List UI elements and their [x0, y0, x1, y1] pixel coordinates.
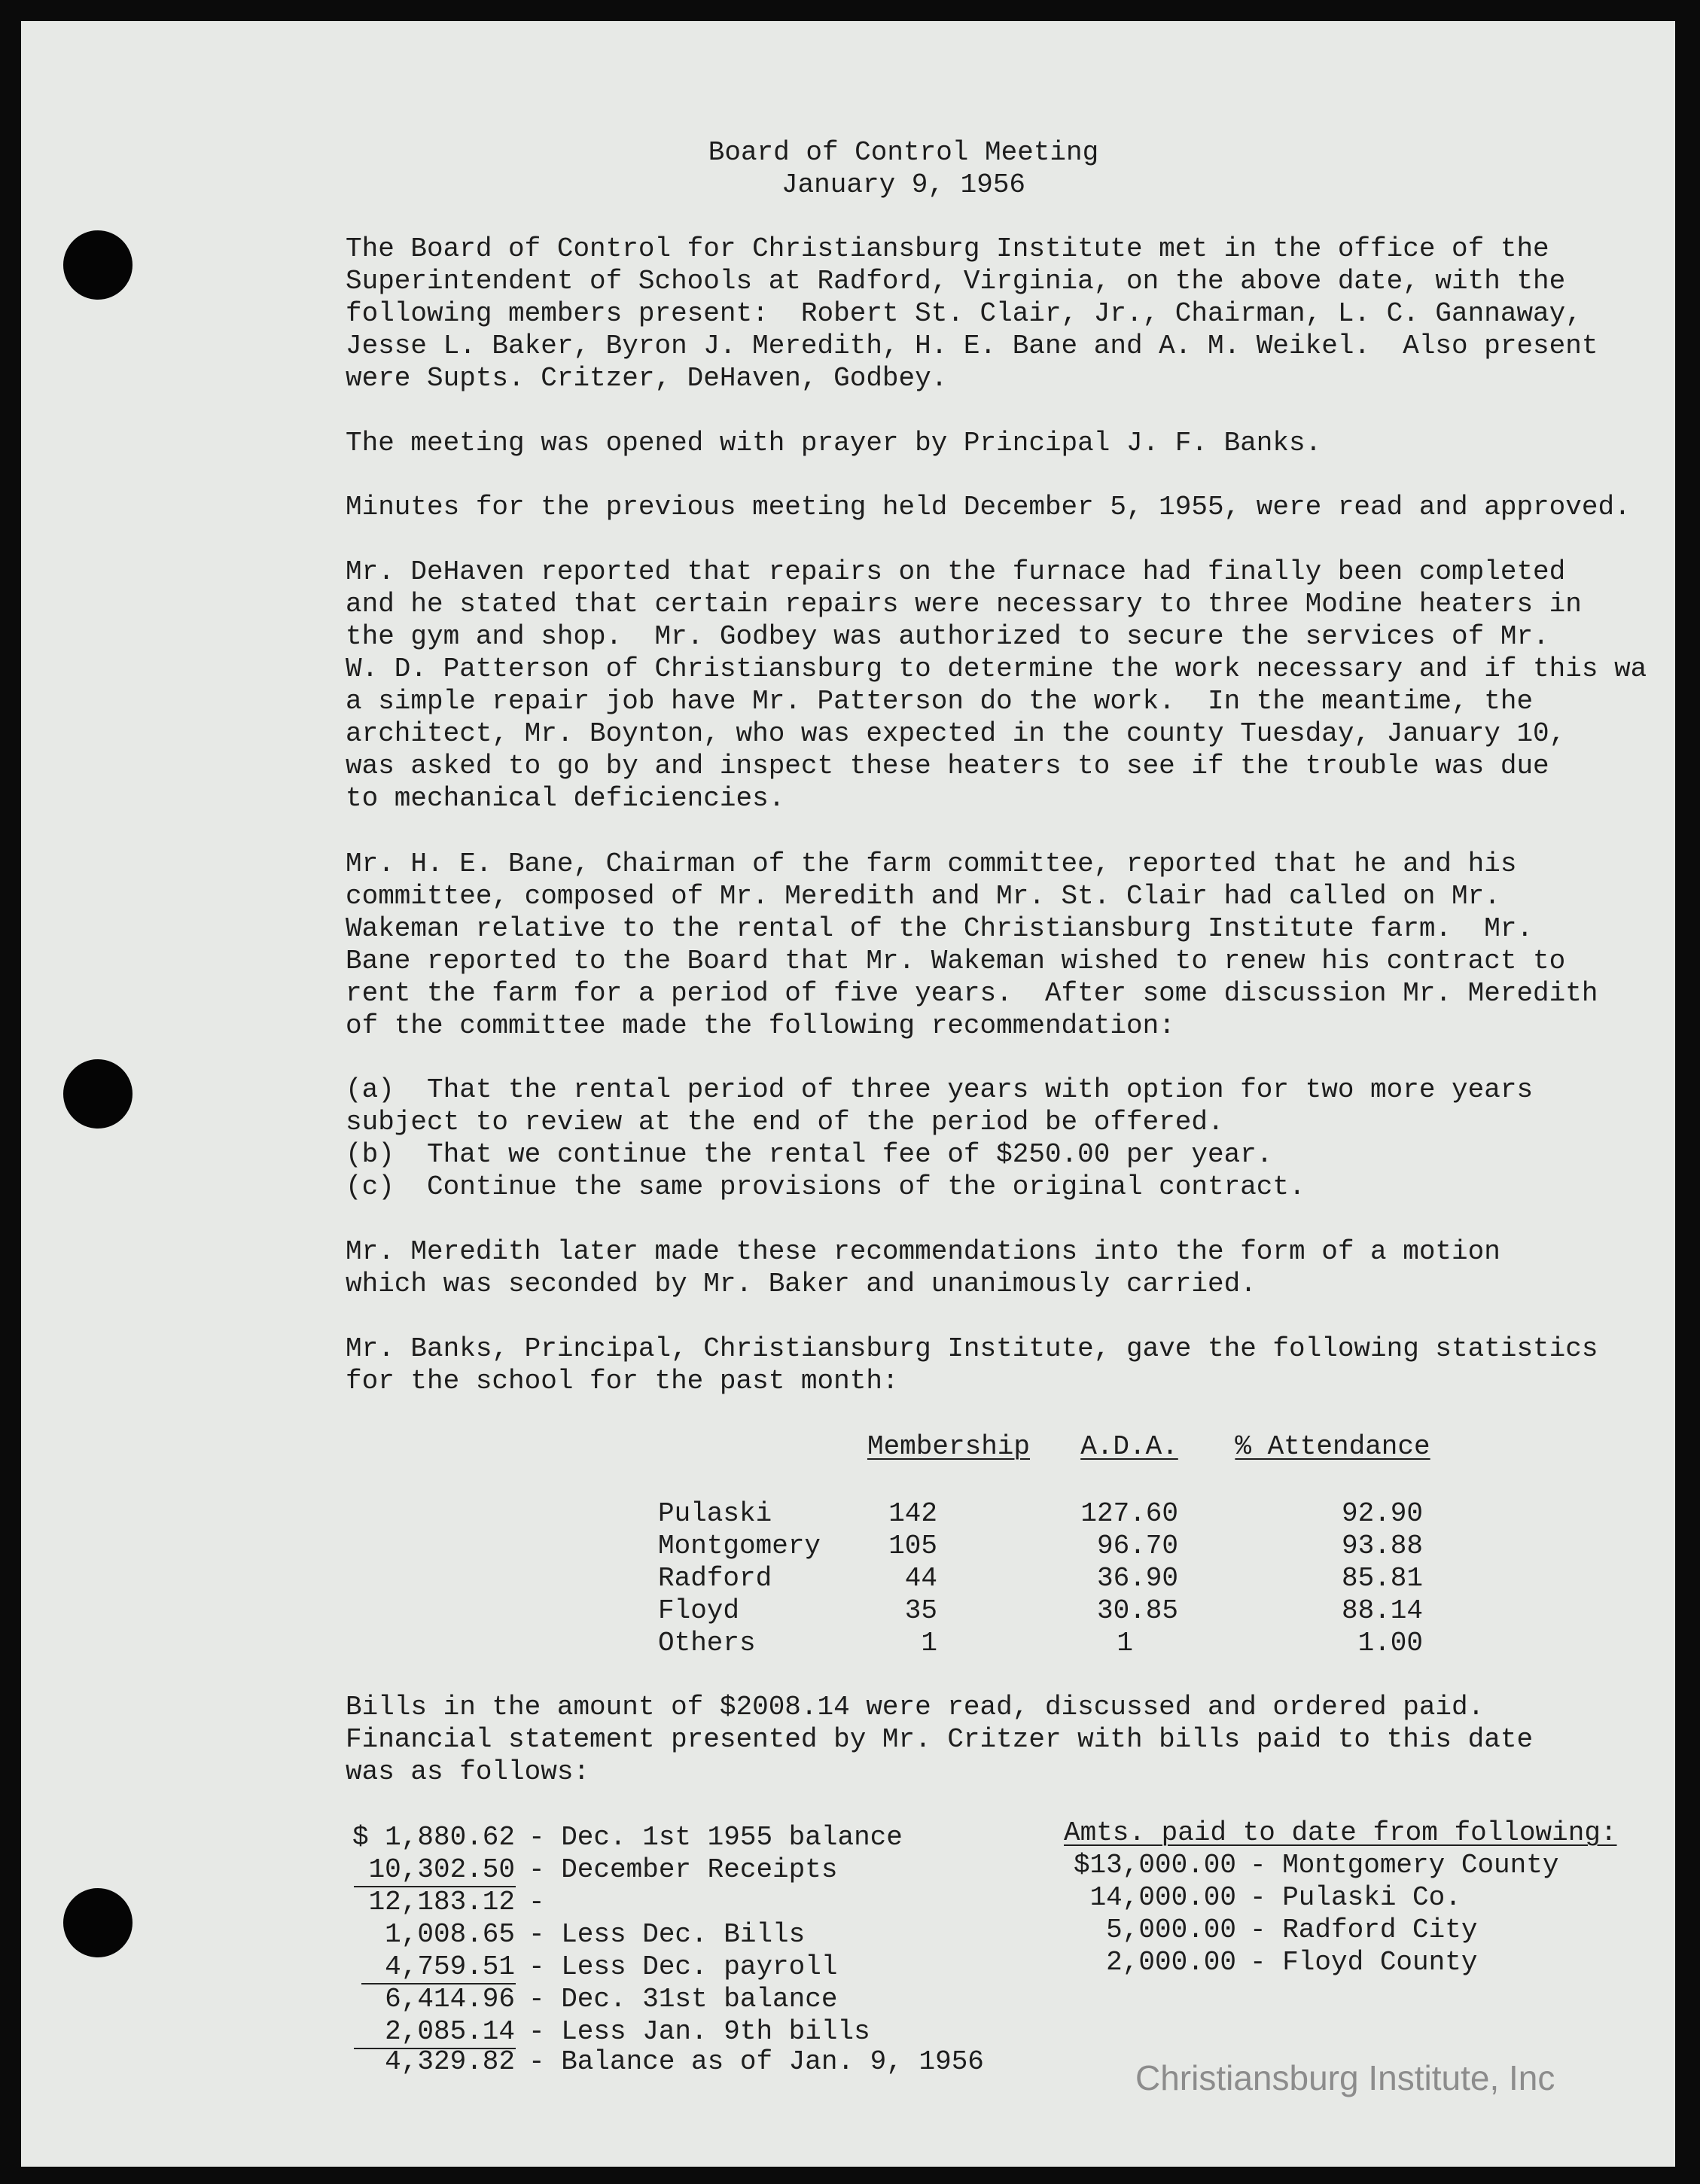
- stats-row-name: Floyd: [658, 1595, 740, 1626]
- ledger-amount: 2,085.14: [385, 2016, 515, 2047]
- punch-hole-middle: [63, 1059, 133, 1129]
- paragraph-line: to mechanical deficiencies.: [346, 783, 785, 814]
- recommendation-a: (a) That the rental period of three years with option for two more years: [346, 1074, 1534, 1105]
- paragraph-line: was asked to go by and inspect these heaters to see if the trouble was due: [346, 751, 1549, 781]
- ledger-desc: - Dec. 31st balance: [529, 1984, 838, 2015]
- paragraph-line: Mr. H. E. Bane, Chairman of the farm committee, reported that he and his: [346, 848, 1517, 879]
- paragraph-line: Bane reported to the Board that Mr. Wakeman wished to renew his contract to: [346, 946, 1566, 976]
- stats-row-membership: 35: [904, 1595, 937, 1626]
- stats-row-ada: 1: [1117, 1628, 1133, 1659]
- watermark-text: Christiansburg Institute, Inc: [1135, 2058, 1555, 2097]
- stats-row-membership: 105: [888, 1531, 937, 1561]
- stats-row-membership: 142: [888, 1498, 937, 1529]
- stats-row-ada: 127.60: [1080, 1498, 1178, 1529]
- stats-header-ada: A.D.A.: [1080, 1431, 1178, 1462]
- stats-header-attendance: % Attendance: [1235, 1431, 1430, 1462]
- payments-amount: 2,000.00: [1106, 1947, 1236, 1978]
- paragraph-line: of the committee made the following recommendation:: [346, 1010, 1175, 1041]
- paragraph-line: The Board of Control for Christiansburg Institute met in the office of the: [346, 233, 1549, 264]
- paragraph-line: which was seconded by Mr. Baker and unanimously carried.: [346, 1269, 1257, 1299]
- recommendation-b: (b) That we continue the rental fee of $250.00 per year.: [346, 1139, 1273, 1170]
- document-date: January 9, 1956: [781, 169, 1026, 200]
- stats-row-name: Radford: [658, 1563, 772, 1594]
- paragraph-line: the gym and shop. Mr. Godbey was authorized to secure the services of Mr.: [346, 621, 1549, 652]
- stats-row-ada: 96.70: [1096, 1531, 1178, 1561]
- paragraph-line: Mr. DeHaven reported that repairs on the furnace had finally been completed: [346, 556, 1566, 587]
- paragraph-line: The meeting was opened with prayer by Principal J. F. Banks.: [346, 428, 1322, 458]
- payments-amount: $13,000.00: [1073, 1850, 1236, 1881]
- ledger-desc: - Balance as of Jan. 9, 1956: [529, 2046, 984, 2077]
- paragraph-line: Superintendent of Schools at Radford, Virginia, on the above date, with the: [346, 266, 1566, 297]
- punch-hole-bottom: [63, 1888, 133, 1957]
- stats-row-attendance: 92.90: [1341, 1498, 1423, 1529]
- ledger-amount: 10,302.50: [368, 1854, 515, 1885]
- stats-row-attendance: 85.81: [1341, 1563, 1423, 1594]
- payments-desc: - Montgomery County: [1250, 1850, 1559, 1881]
- stats-row-name: Pulaski: [658, 1498, 772, 1529]
- payments-desc: - Floyd County: [1250, 1947, 1478, 1978]
- stats-row-attendance: 93.88: [1341, 1531, 1423, 1561]
- ledger-desc: - Dec. 1st 1955 balance: [529, 1822, 903, 1853]
- paragraph-line: architect, Mr. Boynton, who was expected in the county Tuesday, January 10,: [346, 718, 1566, 749]
- paragraph-line: Minutes for the previous meeting held December 5, 1955, were read and approved.: [346, 492, 1631, 522]
- ledger-amount: 4,329.82: [385, 2046, 515, 2077]
- ledger-amount: 4,759.51: [385, 1951, 515, 1982]
- paragraph-line: and he stated that certain repairs were necessary to three Modine heaters in: [346, 589, 1582, 620]
- paragraph-line: Mr. Banks, Principal, Christiansburg Institute, gave the following statistics: [346, 1333, 1598, 1364]
- stats-row-attendance: 1.00: [1357, 1628, 1423, 1659]
- ledger-desc: - Less Dec. payroll: [529, 1951, 838, 1982]
- paragraph-line: rent the farm for a period of five years. After some discussion Mr. Meredith: [346, 978, 1598, 1009]
- paragraph-line: was as follows:: [346, 1756, 590, 1787]
- stats-row-membership: 1: [921, 1628, 937, 1659]
- stats-row-name: Others: [658, 1628, 756, 1659]
- ledger-amount: 6,414.96: [385, 1984, 515, 2015]
- paragraph-line: following members present: Robert St. Clair, Jr., Chairman, L. C. Gannaway,: [346, 298, 1582, 329]
- ledger-desc: - December Receipts: [529, 1854, 838, 1885]
- punch-hole-top: [63, 230, 133, 300]
- stats-row-ada: 30.85: [1096, 1595, 1178, 1626]
- stats-row-name: Montgomery: [658, 1531, 821, 1561]
- paragraph-line: were Supts. Critzer, DeHaven, Godbey.: [346, 363, 948, 394]
- payments-desc: - Radford City: [1250, 1914, 1478, 1945]
- stats-row-membership: 44: [904, 1563, 937, 1594]
- paragraph-line: committee, composed of Mr. Meredith and Mr. St. Clair had called on Mr.: [346, 881, 1500, 912]
- recommendation-c: (c) Continue the same provisions of the original contract.: [346, 1171, 1305, 1202]
- paragraph-line: Wakeman relative to the rental of the Christiansburg Institute farm. Mr.: [346, 913, 1534, 944]
- paragraph-line: Mr. Meredith later made these recommendations into the form of a motion: [346, 1236, 1500, 1267]
- payments-amount: 14,000.00: [1089, 1882, 1236, 1913]
- stats-row-ada: 36.90: [1096, 1563, 1178, 1594]
- paragraph-line: a simple repair job have Mr. Patterson do the work. In the meantime, the: [346, 686, 1534, 717]
- ledger-desc: -: [529, 1887, 545, 1917]
- payments-desc: - Pulaski Co.: [1250, 1882, 1461, 1913]
- payments-amount: 5,000.00: [1106, 1914, 1236, 1945]
- document-title: Board of Control Meeting: [708, 137, 1099, 168]
- ledger-desc: - Less Dec. Bills: [529, 1919, 806, 1950]
- stats-header-membership: Membership: [867, 1431, 1031, 1462]
- ledger-amount: 12,183.12: [368, 1887, 515, 1917]
- recommendation-a-cont: subject to review at the end of the period be offered.: [346, 1107, 1224, 1138]
- paragraph-line: Financial statement presented by Mr. Critzer with bills paid to this date: [346, 1724, 1534, 1755]
- ledger-amount: 1,008.65: [385, 1919, 515, 1950]
- paragraph-line: Jesse L. Baker, Byron J. Meredith, H. E. Bane and A. M. Weikel. Also present: [346, 330, 1598, 361]
- paragraph-line: W. D. Patterson of Christiansburg to determine the work necessary and if this wa: [346, 653, 1647, 684]
- stats-row-attendance: 88.14: [1341, 1595, 1423, 1626]
- payments-heading: Amts. paid to date from following:: [1064, 1817, 1617, 1848]
- paragraph-line: Bills in the amount of $2008.14 were read, discussed and ordered paid.: [346, 1692, 1485, 1723]
- paragraph-line: for the school for the past month:: [346, 1366, 899, 1397]
- ledger-desc: - Less Jan. 9th bills: [529, 2016, 870, 2047]
- ledger-amount: $ 1,880.62: [352, 1822, 515, 1853]
